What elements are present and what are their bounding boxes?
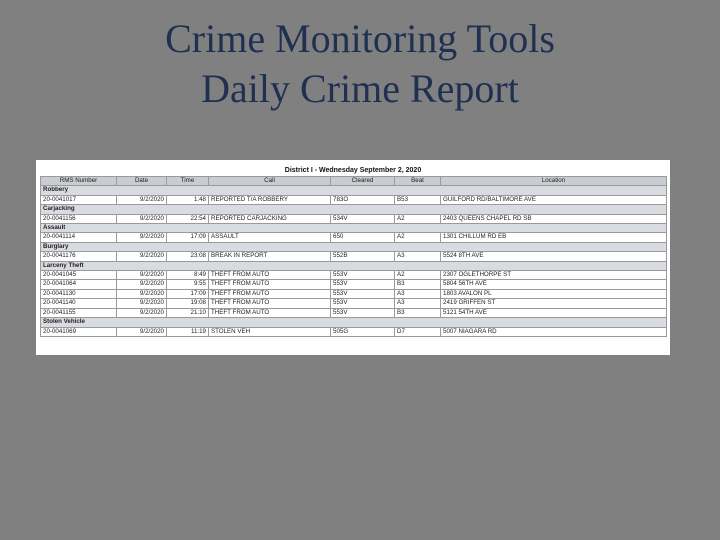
table-cell: 9/2/2020	[117, 195, 167, 204]
table-cell: THEFT FROM AUTO	[209, 280, 331, 289]
table-cell: 1803 AVALON PL	[441, 289, 667, 298]
table-cell: THEFT FROM AUTO	[209, 289, 331, 298]
table-cell: B53	[395, 195, 441, 204]
table-cell: THEFT FROM AUTO	[209, 308, 331, 317]
table-cell: 17:09	[167, 289, 209, 298]
category-label: Burglary	[41, 242, 667, 251]
column-header: Cleared	[331, 177, 395, 186]
table-cell: B3	[395, 280, 441, 289]
table-row	[41, 308, 667, 317]
table-cell: A2	[395, 271, 441, 280]
table-row	[41, 214, 667, 223]
table-cell: 9/2/2020	[117, 233, 167, 242]
table-cell: REPORTED T/A ROBBERY	[209, 195, 331, 204]
table-cell: 553V	[331, 271, 395, 280]
column-header: Beat	[395, 177, 441, 186]
table-cell: 9/2/2020	[117, 271, 167, 280]
slide-title-line-1: Crime Monitoring Tools	[165, 16, 555, 61]
table-cell: 9/2/2020	[117, 280, 167, 289]
table-cell: 17:09	[167, 233, 209, 242]
report-title: District I - Wednesday September 2, 2020	[284, 167, 422, 174]
table-cell: 650	[331, 233, 395, 242]
table-cell: ASSAULT	[209, 233, 331, 242]
slide-title-line-2: Daily Crime Report	[201, 66, 519, 111]
table-cell: 22:54	[167, 214, 209, 223]
table-cell: A2	[395, 233, 441, 242]
column-header: RMS Number	[41, 177, 117, 186]
table-cell: 20-0041176	[41, 252, 117, 261]
table-cell: 20-0041140	[41, 299, 117, 308]
table-cell: 8:49	[167, 271, 209, 280]
table-row	[41, 271, 667, 280]
table-cell: 9/2/2020	[117, 299, 167, 308]
table-cell: 9/2/2020	[117, 252, 167, 261]
table-row	[41, 233, 667, 242]
table-cell: 9:55	[167, 280, 209, 289]
table-row	[41, 299, 667, 308]
category-row	[41, 224, 667, 233]
table-cell: THEFT FROM AUTO	[209, 271, 331, 280]
table-row	[41, 280, 667, 289]
table-header-row	[41, 177, 667, 186]
category-label: Larceny Theft	[41, 261, 667, 270]
table-row	[41, 195, 667, 204]
table-cell: 9/2/2020	[117, 327, 167, 336]
table-cell: 553V	[331, 289, 395, 298]
table-cell: 534V	[331, 214, 395, 223]
column-header: Location	[441, 177, 667, 186]
table-cell: 552B	[331, 252, 395, 261]
column-header: Date	[117, 177, 167, 186]
category-row	[41, 261, 667, 270]
crime-report-table	[40, 176, 667, 337]
table-cell: 9/2/2020	[117, 214, 167, 223]
table-cell: REPORTED CARJACKING	[209, 214, 331, 223]
table-row	[41, 327, 667, 336]
category-label: Stolen Vehicle	[41, 318, 667, 327]
table-cell: 553V	[331, 299, 395, 308]
crime-report-image	[36, 160, 670, 355]
table-cell: 2307 OGLETHORPE ST	[441, 271, 667, 280]
category-row	[41, 205, 667, 214]
table-cell: 20-0041045	[41, 271, 117, 280]
table-cell: 5524 8TH AVE	[441, 252, 667, 261]
column-header: Call	[209, 177, 331, 186]
table-cell: 20-0041155	[41, 308, 117, 317]
table-cell: 23:08	[167, 252, 209, 261]
table-cell: STOLEN VEH	[209, 327, 331, 336]
table-cell: A3	[395, 299, 441, 308]
table-cell: 20-0041017	[41, 195, 117, 204]
table-cell: B3	[395, 308, 441, 317]
table-cell: 11:19	[167, 327, 209, 336]
column-header: Time	[167, 177, 209, 186]
category-row	[41, 318, 667, 327]
table-body	[41, 186, 667, 337]
table-cell: 9/2/2020	[117, 289, 167, 298]
table-cell: 553V	[331, 308, 395, 317]
table-cell: 5121 54TH AVE	[441, 308, 667, 317]
table-cell: 9/2/2020	[117, 308, 167, 317]
table-cell: 20-0041069	[41, 327, 117, 336]
table-cell: 5804 56TH AVE	[441, 280, 667, 289]
table-cell: 553V	[331, 280, 395, 289]
table-cell: 5007 NIAGARA RD	[441, 327, 667, 336]
table-cell: 1:48	[167, 195, 209, 204]
table-cell: A3	[395, 289, 441, 298]
table-cell: A2	[395, 214, 441, 223]
table-row	[41, 289, 667, 298]
table-cell: D7	[395, 327, 441, 336]
table-cell: 20-0041130	[41, 289, 117, 298]
table-cell: 2419 GRIFFEN ST	[441, 299, 667, 308]
table-cell: 1301 CHILLUM RD EB	[441, 233, 667, 242]
table-row	[41, 252, 667, 261]
table-cell: 783O	[331, 195, 395, 204]
table-cell: 19:08	[167, 299, 209, 308]
category-label: Assault	[41, 224, 667, 233]
table-cell: THEFT FROM AUTO	[209, 299, 331, 308]
category-row	[41, 242, 667, 251]
table-cell: 505G	[331, 327, 395, 336]
category-row	[41, 186, 667, 195]
table-cell: 2403 QUEENS CHAPEL RD SB	[441, 214, 667, 223]
table-cell: GUILFORD RD/BALTIMORE AVE	[441, 195, 667, 204]
table-cell: 20-0041114	[41, 233, 117, 242]
table-cell: 20-0041064	[41, 280, 117, 289]
table-cell: BREAK IN REPORT	[209, 252, 331, 261]
table-cell: A3	[395, 252, 441, 261]
table-cell: 20-0041156	[41, 214, 117, 223]
table-cell: 21:10	[167, 308, 209, 317]
category-label: Carjacking	[41, 205, 667, 214]
category-label: Robbery	[41, 186, 667, 195]
slide-title	[0, 14, 720, 114]
